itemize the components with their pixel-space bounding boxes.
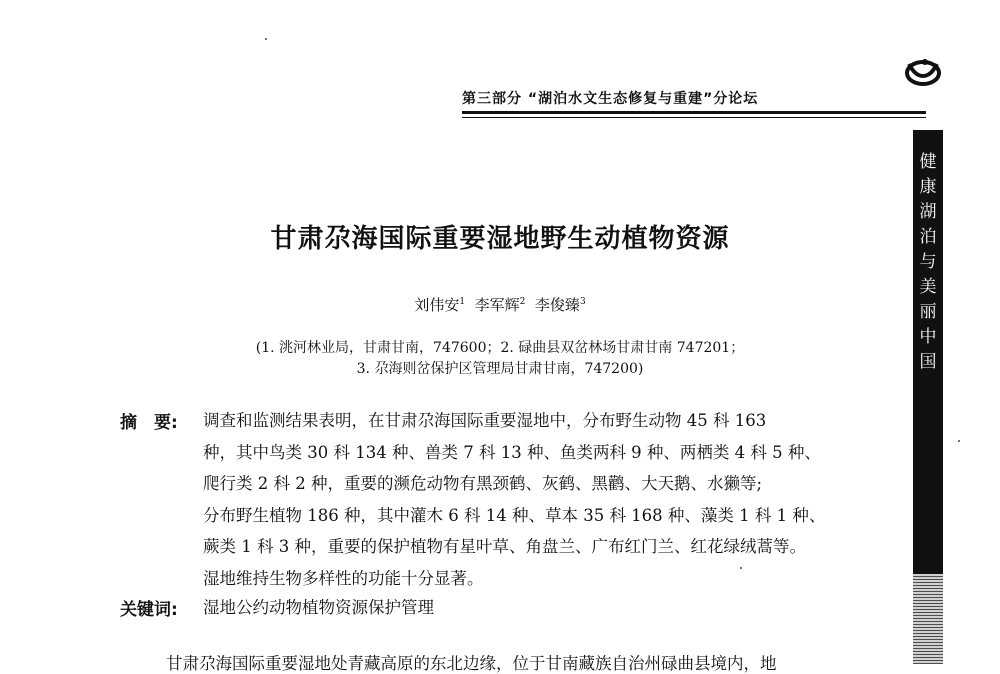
side-char: 康 [919,177,937,197]
side-char: 健 [919,152,937,172]
abstract-label: 摘 要: [120,413,178,433]
abstract-line: 湿地维持生物多样性的功能十分显著。 [203,568,484,588]
author-sup: 3 [579,297,586,307]
author-sup: 2 [519,297,526,307]
side-char: 泊 [919,227,937,247]
affiliation-line: (1. 洮河林业局，甘肃甘南，747600；2. 碌曲县双岔林场甘肃甘南 747201； [255,340,745,356]
side-char: 中 [919,327,937,347]
side-char: 丽 [919,302,937,322]
keywords-label: 关键词: [120,600,178,620]
side-char: 国 [919,352,937,372]
paper-title: 甘肃尕海国际重要湿地野生动植物资源 [270,224,730,254]
author-name: 李俊臻 [534,296,580,314]
scan-speck [958,440,960,442]
conference-logo-icon [903,56,943,88]
author-name: 李军辉 [474,296,520,314]
scan-speck [740,567,742,569]
body-text-first-line: 甘肃尕海国际重要湿地处青藏高原的东北边缘，位于甘南藏族自治州碌曲县境内，地 [166,654,777,673]
abstract-line: 爬行类 2 科 2 种，重要的濒危动物有黑颈鹤、灰鹤、黑鹳、大天鹅、水獭等; [203,474,763,493]
scan-speck [265,38,267,40]
affiliations [180,338,820,380]
abstract-line: 种，其中鸟类 30 科 134 种、兽类 7 科 13 种、鱼类两科 9 种、两栖类 4 科 5 种、 [203,442,821,462]
running-header: 第三部分 “湖泊水文生态修复与重建”分论坛 [462,91,759,107]
abstract-body [203,405,903,594]
side-band-text [913,150,943,375]
side-band-fade [913,574,943,664]
header-rule-thick [462,111,926,114]
author-name: 刘伟安 [414,296,460,314]
abstract-line: 分布野生植物 186 种，其中灌木 6 科 14 种、草本 35 科 168 种、藻类 1 科 1 种、 [203,505,826,525]
side-char: 美 [919,277,937,297]
author-list [300,294,700,315]
abstract-line: 调查和监测结果表明，在甘肃尕海国际重要湿地中，分布野生动物 45 科 163 [203,411,767,430]
affiliation-line: 3. 尕海则岔保护区管理局甘肃甘南，747200) [356,361,644,377]
side-char: 与 [919,252,937,272]
header-rule-thin [462,117,926,118]
author-sup: 1 [459,297,466,307]
abstract-line: 蕨类 1 科 3 种，重要的保护植物有星叶草、角盘兰、广布红门兰、红花绿绒蒿等。 [203,537,806,556]
keywords: 湿地公约动物植物资源保护管理 [203,598,434,617]
side-char: 湖 [919,202,937,222]
